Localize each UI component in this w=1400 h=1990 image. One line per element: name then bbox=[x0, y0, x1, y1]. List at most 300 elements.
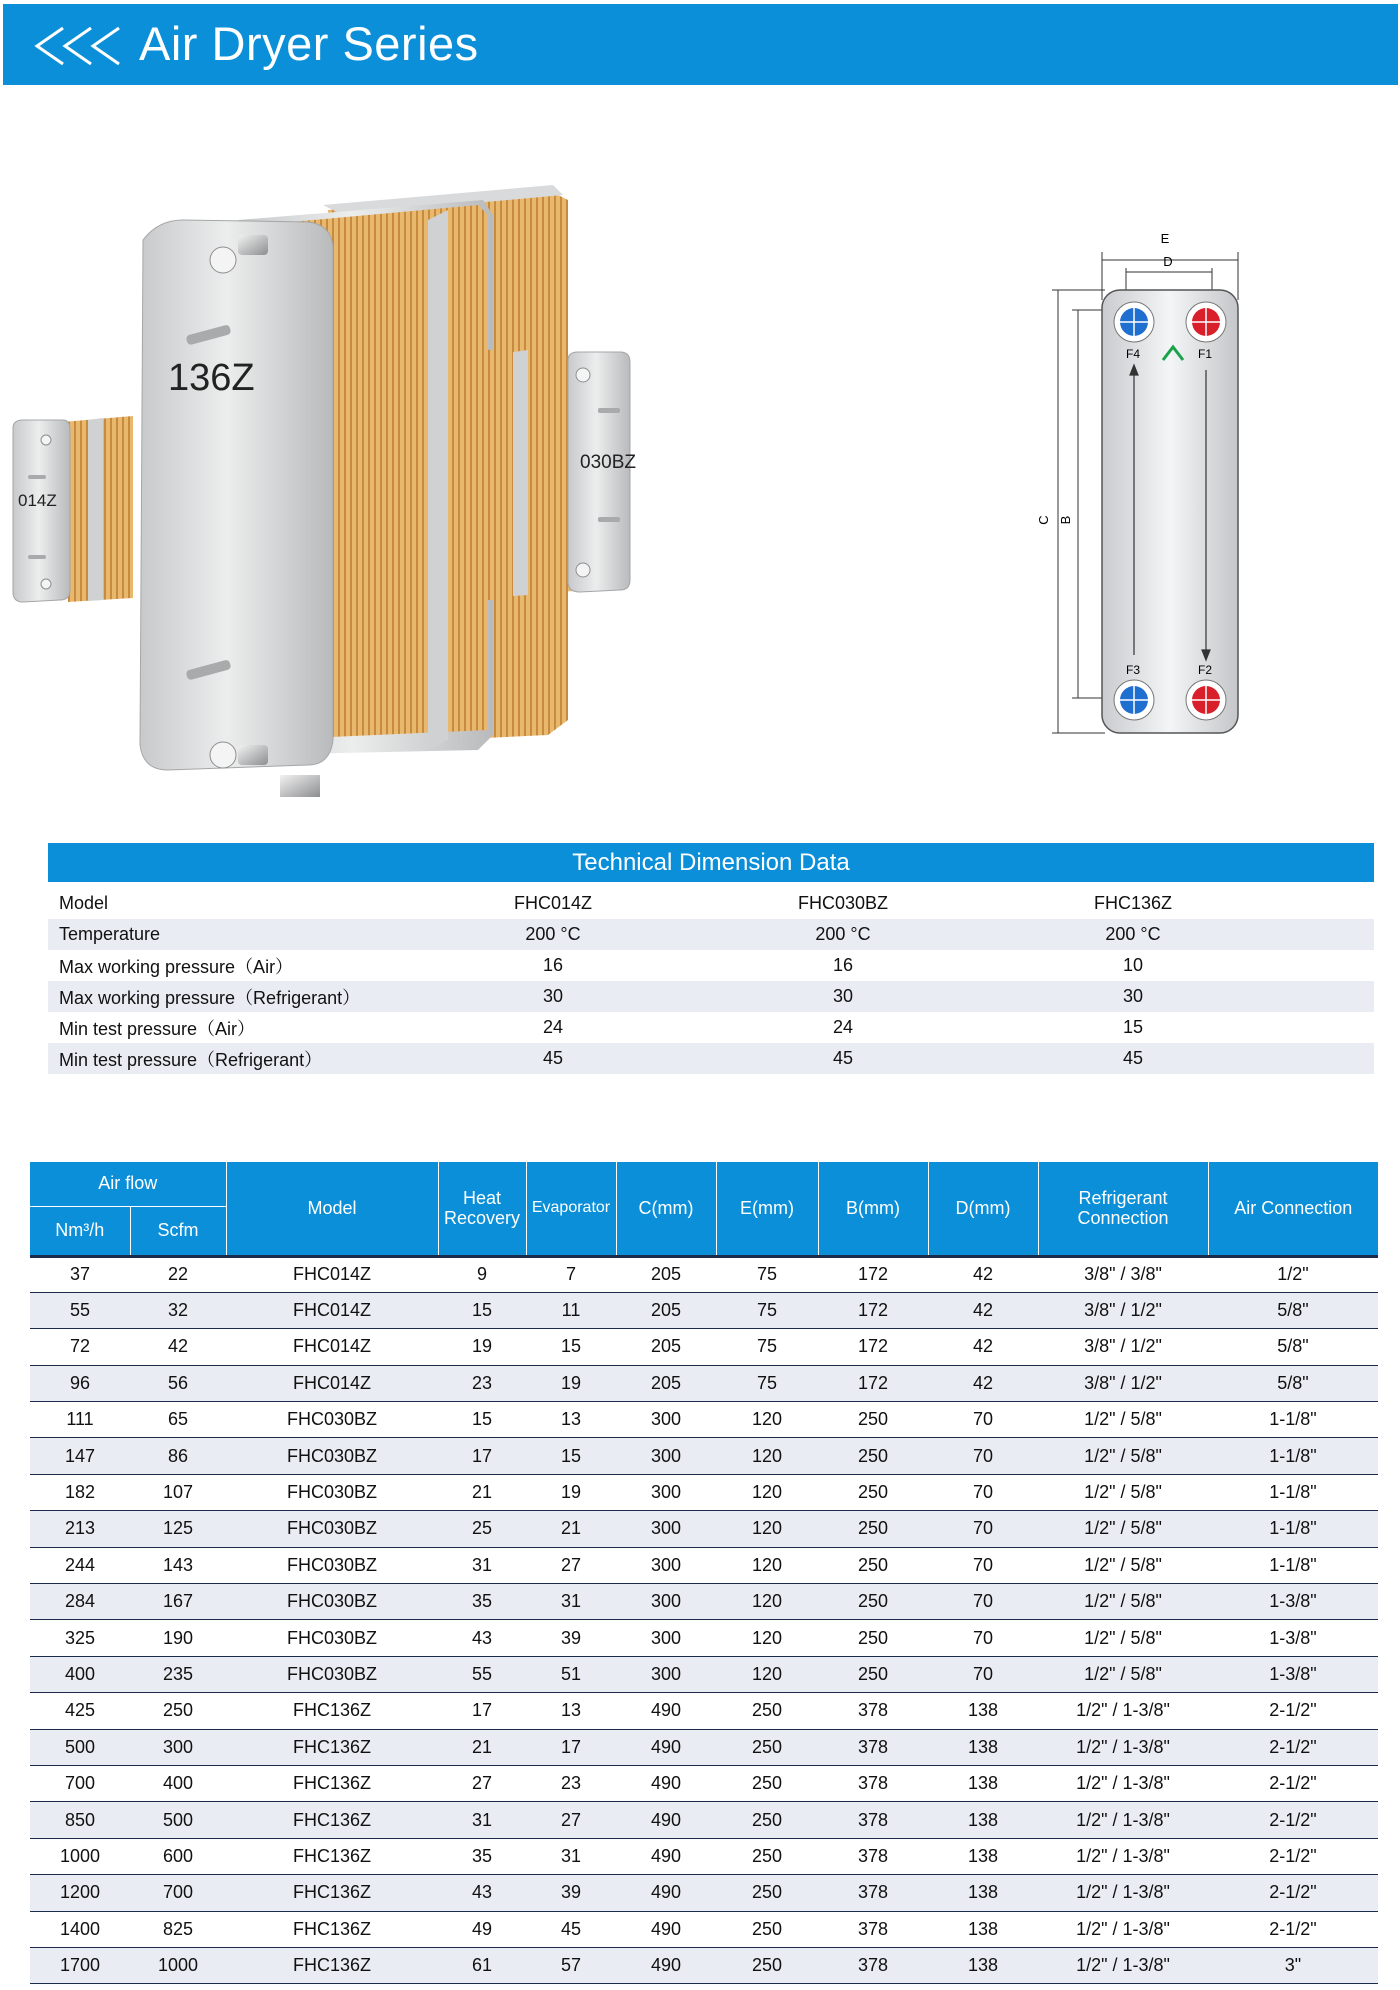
cell-c: 205 bbox=[616, 1256, 716, 1292]
cell-c: 300 bbox=[616, 1656, 716, 1692]
cell-nm3h: 325 bbox=[30, 1620, 130, 1656]
cell-heat-recovery: 31 bbox=[438, 1802, 526, 1838]
cell-b: 250 bbox=[818, 1438, 928, 1474]
cell-heat-recovery: 21 bbox=[438, 1474, 526, 1510]
cell-b: 378 bbox=[818, 1911, 928, 1947]
cell-nm3h: 425 bbox=[30, 1693, 130, 1729]
cell-e: 250 bbox=[716, 1729, 818, 1765]
cell-scfm: 86 bbox=[130, 1438, 226, 1474]
dimension-drawing bbox=[1020, 230, 1290, 750]
cell-air-connection: 5/8" bbox=[1208, 1292, 1378, 1328]
cell-heat-recovery: 17 bbox=[438, 1438, 526, 1474]
cell-b: 378 bbox=[818, 1838, 928, 1874]
page-title: Air Dryer Series bbox=[139, 17, 479, 70]
spec-table bbox=[30, 1162, 1378, 1984]
cell-air-connection: 2-1/2" bbox=[1208, 1875, 1378, 1911]
cell-e: 75 bbox=[716, 1365, 818, 1401]
cell-scfm: 125 bbox=[130, 1511, 226, 1547]
cell-refrigerant-connection: 1/2" / 1-3/8" bbox=[1038, 1838, 1208, 1874]
cell-nm3h: 72 bbox=[30, 1329, 130, 1365]
cell-air-connection: 1-1/8" bbox=[1208, 1511, 1378, 1547]
cell-nm3h: 244 bbox=[30, 1547, 130, 1583]
cell-evaporator: 27 bbox=[526, 1802, 616, 1838]
cell-nm3h: 1000 bbox=[30, 1838, 130, 1874]
cell-d: 70 bbox=[928, 1438, 1038, 1474]
cell-e: 120 bbox=[716, 1511, 818, 1547]
cell-e: 120 bbox=[716, 1584, 818, 1620]
dim-b-label: B bbox=[1058, 515, 1073, 525]
port-f1-label: F1 bbox=[1198, 347, 1213, 361]
cell-refrigerant-connection: 1/2" / 5/8" bbox=[1038, 1547, 1208, 1583]
cell-air-connection: 1-1/8" bbox=[1208, 1402, 1378, 1438]
cell-heat-recovery: 31 bbox=[438, 1547, 526, 1583]
cell-refrigerant-connection: 1/2" / 5/8" bbox=[1038, 1620, 1208, 1656]
cell-air-connection: 2-1/2" bbox=[1208, 1802, 1378, 1838]
cell-b: 378 bbox=[818, 1693, 928, 1729]
tech-cell: 200 °C bbox=[408, 919, 698, 950]
tech-cell: 200 °C bbox=[698, 919, 988, 950]
cell-evaporator: 23 bbox=[526, 1765, 616, 1801]
cell-d: 138 bbox=[928, 1875, 1038, 1911]
cell-model: FHC030BZ bbox=[226, 1620, 438, 1656]
tech-row-label: Temperature bbox=[48, 919, 408, 950]
product-photo bbox=[8, 180, 808, 800]
tech-cell: 30 bbox=[698, 981, 988, 1012]
cell-b: 250 bbox=[818, 1547, 928, 1583]
cell-heat-recovery: 15 bbox=[438, 1292, 526, 1328]
cell-b: 250 bbox=[818, 1511, 928, 1547]
cell-d: 138 bbox=[928, 1693, 1038, 1729]
cell-air-connection: 1-3/8" bbox=[1208, 1656, 1378, 1692]
tech-row-model bbox=[48, 888, 1374, 919]
cell-model: FHC136Z bbox=[226, 1947, 438, 1983]
cell-scfm: 107 bbox=[130, 1474, 226, 1510]
cell-d: 138 bbox=[928, 1729, 1038, 1765]
cell-heat-recovery: 25 bbox=[438, 1511, 526, 1547]
cell-c: 300 bbox=[616, 1511, 716, 1547]
cell-d: 138 bbox=[928, 1911, 1038, 1947]
cell-d: 138 bbox=[928, 1947, 1038, 1983]
cell-refrigerant-connection: 1/2" / 1-3/8" bbox=[1038, 1765, 1208, 1801]
large-unit-label: 136Z bbox=[168, 357, 255, 399]
cell-d: 70 bbox=[928, 1511, 1038, 1547]
header-heat-recovery: Heat Recovery bbox=[438, 1162, 526, 1256]
cell-nm3h: 500 bbox=[30, 1729, 130, 1765]
cell-evaporator: 51 bbox=[526, 1656, 616, 1692]
dim-d-label: D bbox=[1163, 254, 1173, 269]
cell-b: 172 bbox=[818, 1365, 928, 1401]
cell-b: 250 bbox=[818, 1584, 928, 1620]
cell-air-connection: 2-1/2" bbox=[1208, 1911, 1378, 1947]
cell-evaporator: 15 bbox=[526, 1438, 616, 1474]
cell-e: 120 bbox=[716, 1474, 818, 1510]
cell-model: FHC136Z bbox=[226, 1729, 438, 1765]
cell-d: 138 bbox=[928, 1838, 1038, 1874]
cell-air-connection: 1-1/8" bbox=[1208, 1547, 1378, 1583]
table-row bbox=[30, 1729, 1378, 1765]
port-f2-label: F2 bbox=[1198, 663, 1213, 677]
cell-b: 378 bbox=[818, 1802, 928, 1838]
table-row bbox=[30, 1365, 1378, 1401]
cell-b: 378 bbox=[818, 1875, 928, 1911]
cell-refrigerant-connection: 3/8" / 3/8" bbox=[1038, 1256, 1208, 1292]
header-evaporator: Evaporator bbox=[526, 1162, 616, 1256]
cell-c: 300 bbox=[616, 1402, 716, 1438]
dim-e-label: E bbox=[1160, 231, 1170, 246]
cell-d: 70 bbox=[928, 1402, 1038, 1438]
table-row bbox=[30, 1875, 1378, 1911]
cell-e: 250 bbox=[716, 1911, 818, 1947]
cell-refrigerant-connection: 3/8" / 1/2" bbox=[1038, 1365, 1208, 1401]
cell-refrigerant-connection: 1/2" / 1-3/8" bbox=[1038, 1911, 1208, 1947]
cell-b: 250 bbox=[818, 1620, 928, 1656]
cell-air-connection: 3" bbox=[1208, 1947, 1378, 1983]
tech-cell: 16 bbox=[542, 955, 564, 975]
tech-data-table bbox=[48, 888, 1374, 1074]
table-row bbox=[30, 1765, 1378, 1801]
table-row bbox=[30, 1256, 1378, 1292]
cell-e: 120 bbox=[716, 1402, 818, 1438]
cell-refrigerant-connection: 1/2" / 5/8" bbox=[1038, 1402, 1208, 1438]
cell-refrigerant-connection: 1/2" / 5/8" bbox=[1038, 1438, 1208, 1474]
header-air-connection: Air Connection bbox=[1208, 1162, 1378, 1256]
cell-heat-recovery: 35 bbox=[438, 1584, 526, 1620]
cell-c: 205 bbox=[616, 1365, 716, 1401]
cell-d: 70 bbox=[928, 1656, 1038, 1692]
cell-scfm: 143 bbox=[130, 1547, 226, 1583]
cell-b: 378 bbox=[818, 1729, 928, 1765]
tech-row-min-refrigerant bbox=[48, 1043, 1374, 1074]
table-row bbox=[30, 1402, 1378, 1438]
cell-scfm: 190 bbox=[130, 1620, 226, 1656]
cell-heat-recovery: 43 bbox=[438, 1875, 526, 1911]
cell-refrigerant-connection: 1/2" / 1-3/8" bbox=[1038, 1693, 1208, 1729]
cell-heat-recovery: 43 bbox=[438, 1620, 526, 1656]
tech-cell: 24 bbox=[832, 1017, 854, 1037]
cell-b: 172 bbox=[818, 1329, 928, 1365]
cell-air-connection: 1/2" bbox=[1208, 1256, 1378, 1292]
cell-b: 250 bbox=[818, 1656, 928, 1692]
cell-scfm: 167 bbox=[130, 1584, 226, 1620]
cell-heat-recovery: 19 bbox=[438, 1329, 526, 1365]
table-row bbox=[30, 1474, 1378, 1510]
cell-heat-recovery: 21 bbox=[438, 1729, 526, 1765]
header-refrigerant-connection: Refrigerant Connection bbox=[1038, 1162, 1208, 1256]
cell-refrigerant-connection: 1/2" / 5/8" bbox=[1038, 1584, 1208, 1620]
cell-scfm: 22 bbox=[130, 1256, 226, 1292]
tech-cell: 45 bbox=[698, 1043, 988, 1074]
cell-model: FHC014Z bbox=[226, 1256, 438, 1292]
tech-row-min-air bbox=[48, 1012, 1374, 1043]
cell-scfm: 65 bbox=[130, 1402, 226, 1438]
tech-row-label: Model bbox=[59, 893, 109, 913]
cell-d: 42 bbox=[928, 1256, 1038, 1292]
cell-scfm: 500 bbox=[130, 1802, 226, 1838]
cell-scfm: 42 bbox=[130, 1329, 226, 1365]
cell-evaporator: 45 bbox=[526, 1911, 616, 1947]
tech-data-title: Technical Dimension Data bbox=[48, 843, 1374, 882]
cell-d: 70 bbox=[928, 1474, 1038, 1510]
cell-c: 490 bbox=[616, 1838, 716, 1874]
cell-scfm: 825 bbox=[130, 1911, 226, 1947]
cell-air-connection: 1-1/8" bbox=[1208, 1474, 1378, 1510]
cell-b: 378 bbox=[818, 1947, 928, 1983]
cell-nm3h: 111 bbox=[30, 1402, 130, 1438]
triple-chevron-left-icon bbox=[33, 26, 123, 66]
cell-scfm: 235 bbox=[130, 1656, 226, 1692]
cell-heat-recovery: 17 bbox=[438, 1693, 526, 1729]
cell-nm3h: 1700 bbox=[30, 1947, 130, 1983]
tech-cell: 45 bbox=[408, 1043, 698, 1074]
table-row bbox=[30, 1693, 1378, 1729]
tech-row-max-refrigerant bbox=[48, 981, 1374, 1012]
cell-c: 490 bbox=[616, 1911, 716, 1947]
tech-cell: 30 bbox=[988, 981, 1278, 1012]
cell-scfm: 700 bbox=[130, 1875, 226, 1911]
spec-table-body bbox=[30, 1256, 1378, 1984]
cell-b: 378 bbox=[818, 1765, 928, 1801]
cell-model: FHC014Z bbox=[226, 1365, 438, 1401]
table-row bbox=[30, 1947, 1378, 1983]
cell-model: FHC030BZ bbox=[226, 1656, 438, 1692]
medium-unit-label: 030BZ bbox=[580, 452, 636, 473]
cell-model: FHC014Z bbox=[226, 1292, 438, 1328]
cell-scfm: 300 bbox=[130, 1729, 226, 1765]
cell-model: FHC030BZ bbox=[226, 1402, 438, 1438]
tech-cell: FHC030BZ bbox=[797, 893, 889, 913]
cell-scfm: 600 bbox=[130, 1838, 226, 1874]
cell-heat-recovery: 49 bbox=[438, 1911, 526, 1947]
cell-air-connection: 1-1/8" bbox=[1208, 1438, 1378, 1474]
port-f4-label: F4 bbox=[1126, 347, 1141, 361]
cell-air-connection: 5/8" bbox=[1208, 1365, 1378, 1401]
table-row bbox=[30, 1547, 1378, 1583]
small-unit-label: 014Z bbox=[18, 491, 57, 510]
cell-e: 75 bbox=[716, 1256, 818, 1292]
cell-e: 120 bbox=[716, 1620, 818, 1656]
cell-nm3h: 182 bbox=[30, 1474, 130, 1510]
cell-nm3h: 147 bbox=[30, 1438, 130, 1474]
cell-c: 490 bbox=[616, 1729, 716, 1765]
cell-air-connection: 2-1/2" bbox=[1208, 1693, 1378, 1729]
cell-evaporator: 39 bbox=[526, 1875, 616, 1911]
header-banner bbox=[3, 4, 1398, 85]
cell-evaporator: 19 bbox=[526, 1474, 616, 1510]
cell-c: 300 bbox=[616, 1547, 716, 1583]
cell-model: FHC136Z bbox=[226, 1693, 438, 1729]
cell-air-connection: 2-1/2" bbox=[1208, 1729, 1378, 1765]
cell-scfm: 56 bbox=[130, 1365, 226, 1401]
cell-c: 300 bbox=[616, 1584, 716, 1620]
cell-scfm: 32 bbox=[130, 1292, 226, 1328]
cell-scfm: 1000 bbox=[130, 1947, 226, 1983]
table-row bbox=[30, 1438, 1378, 1474]
tech-cell: FHC014Z bbox=[513, 893, 593, 913]
tech-row-label: Min test pressure（Refrigerant） bbox=[48, 1043, 408, 1074]
tech-cell: 10 bbox=[1122, 955, 1144, 975]
tech-cell: 24 bbox=[542, 1017, 564, 1037]
table-row bbox=[30, 1329, 1378, 1365]
cell-air-connection: 1-3/8" bbox=[1208, 1620, 1378, 1656]
cell-e: 250 bbox=[716, 1838, 818, 1874]
header-e: E(mm) bbox=[716, 1162, 818, 1256]
cell-e: 120 bbox=[716, 1438, 818, 1474]
cell-air-connection: 2-1/2" bbox=[1208, 1838, 1378, 1874]
cell-e: 250 bbox=[716, 1802, 818, 1838]
cell-d: 70 bbox=[928, 1584, 1038, 1620]
cell-air-connection: 5/8" bbox=[1208, 1329, 1378, 1365]
header-model: Model bbox=[226, 1162, 438, 1256]
cell-e: 75 bbox=[716, 1292, 818, 1328]
table-row bbox=[30, 1620, 1378, 1656]
cell-heat-recovery: 15 bbox=[438, 1402, 526, 1438]
cell-heat-recovery: 55 bbox=[438, 1656, 526, 1692]
cell-evaporator: 39 bbox=[526, 1620, 616, 1656]
cell-c: 490 bbox=[616, 1765, 716, 1801]
cell-nm3h: 37 bbox=[30, 1256, 130, 1292]
cell-b: 172 bbox=[818, 1292, 928, 1328]
tech-cell: 16 bbox=[832, 955, 854, 975]
cell-d: 70 bbox=[928, 1547, 1038, 1583]
header-airflow: Air flow bbox=[30, 1162, 226, 1206]
tech-cell: 30 bbox=[408, 981, 698, 1012]
cell-e: 250 bbox=[716, 1947, 818, 1983]
cell-d: 138 bbox=[928, 1765, 1038, 1801]
cell-scfm: 400 bbox=[130, 1765, 226, 1801]
tech-cell: 45 bbox=[988, 1043, 1278, 1074]
cell-refrigerant-connection: 3/8" / 1/2" bbox=[1038, 1292, 1208, 1328]
cell-heat-recovery: 35 bbox=[438, 1838, 526, 1874]
table-row bbox=[30, 1838, 1378, 1874]
cell-c: 490 bbox=[616, 1875, 716, 1911]
table-row bbox=[30, 1511, 1378, 1547]
cell-evaporator: 11 bbox=[526, 1292, 616, 1328]
tech-row-label: Max working pressure（Refrigerant） bbox=[48, 981, 408, 1012]
table-row bbox=[30, 1584, 1378, 1620]
cell-model: FHC136Z bbox=[226, 1875, 438, 1911]
cell-d: 70 bbox=[928, 1620, 1038, 1656]
cell-evaporator: 19 bbox=[526, 1365, 616, 1401]
cell-nm3h: 400 bbox=[30, 1656, 130, 1692]
cell-e: 120 bbox=[716, 1547, 818, 1583]
cell-d: 42 bbox=[928, 1329, 1038, 1365]
tech-row-label: Max working pressure（Air） bbox=[59, 956, 294, 977]
cell-c: 300 bbox=[616, 1620, 716, 1656]
cell-air-connection: 2-1/2" bbox=[1208, 1765, 1378, 1801]
cell-c: 205 bbox=[616, 1292, 716, 1328]
header-scfm: Scfm bbox=[130, 1206, 226, 1256]
cell-evaporator: 15 bbox=[526, 1329, 616, 1365]
cell-evaporator: 17 bbox=[526, 1729, 616, 1765]
port-f3-label: F3 bbox=[1126, 663, 1141, 677]
header-b: B(mm) bbox=[818, 1162, 928, 1256]
tech-row-temperature bbox=[48, 919, 1374, 950]
cell-model: FHC030BZ bbox=[226, 1438, 438, 1474]
cell-evaporator: 57 bbox=[526, 1947, 616, 1983]
cell-refrigerant-connection: 1/2" / 5/8" bbox=[1038, 1656, 1208, 1692]
cell-c: 490 bbox=[616, 1802, 716, 1838]
cell-b: 250 bbox=[818, 1402, 928, 1438]
cell-c: 300 bbox=[616, 1474, 716, 1510]
medium-unit bbox=[483, 348, 636, 600]
cell-c: 300 bbox=[616, 1438, 716, 1474]
cell-e: 250 bbox=[716, 1875, 818, 1911]
tech-cell: FHC136Z bbox=[1093, 893, 1173, 913]
cell-model: FHC136Z bbox=[226, 1838, 438, 1874]
table-row bbox=[30, 1802, 1378, 1838]
cell-nm3h: 1200 bbox=[30, 1875, 130, 1911]
cell-c: 490 bbox=[616, 1947, 716, 1983]
cell-evaporator: 13 bbox=[526, 1693, 616, 1729]
dim-c-label: C bbox=[1036, 515, 1051, 525]
cell-d: 42 bbox=[928, 1292, 1038, 1328]
small-unit bbox=[13, 416, 133, 602]
cell-nm3h: 213 bbox=[30, 1511, 130, 1547]
cell-d: 42 bbox=[928, 1365, 1038, 1401]
cell-refrigerant-connection: 3/8" / 1/2" bbox=[1038, 1329, 1208, 1365]
cell-heat-recovery: 9 bbox=[438, 1256, 526, 1292]
cell-model: FHC030BZ bbox=[226, 1547, 438, 1583]
cell-nm3h: 850 bbox=[30, 1802, 130, 1838]
cell-evaporator: 31 bbox=[526, 1584, 616, 1620]
cell-air-connection: 1-3/8" bbox=[1208, 1584, 1378, 1620]
tech-row-label: Min test pressure（Air） bbox=[59, 1018, 256, 1039]
cell-refrigerant-connection: 1/2" / 5/8" bbox=[1038, 1511, 1208, 1547]
table-row bbox=[30, 1656, 1378, 1692]
table-row bbox=[30, 1292, 1378, 1328]
cell-refrigerant-connection: 1/2" / 1-3/8" bbox=[1038, 1875, 1208, 1911]
cell-model: FHC030BZ bbox=[226, 1511, 438, 1547]
cell-c: 205 bbox=[616, 1329, 716, 1365]
cell-heat-recovery: 27 bbox=[438, 1765, 526, 1801]
cell-nm3h: 700 bbox=[30, 1765, 130, 1801]
cell-model: FHC136Z bbox=[226, 1911, 438, 1947]
table-row bbox=[30, 1911, 1378, 1947]
cell-b: 250 bbox=[818, 1474, 928, 1510]
header-c: C(mm) bbox=[616, 1162, 716, 1256]
cell-model: FHC136Z bbox=[226, 1802, 438, 1838]
cell-model: FHC136Z bbox=[226, 1765, 438, 1801]
cell-c: 490 bbox=[616, 1693, 716, 1729]
header-d: D(mm) bbox=[928, 1162, 1038, 1256]
cell-e: 250 bbox=[716, 1693, 818, 1729]
cell-refrigerant-connection: 1/2" / 1-3/8" bbox=[1038, 1729, 1208, 1765]
cell-nm3h: 55 bbox=[30, 1292, 130, 1328]
cell-scfm: 250 bbox=[130, 1693, 226, 1729]
cell-d: 138 bbox=[928, 1802, 1038, 1838]
cell-e: 120 bbox=[716, 1656, 818, 1692]
tech-row-max-air bbox=[48, 950, 1374, 981]
cell-nm3h: 96 bbox=[30, 1365, 130, 1401]
tech-cell: 15 bbox=[1122, 1017, 1144, 1037]
tech-cell: 200 °C bbox=[988, 919, 1278, 950]
cell-evaporator: 21 bbox=[526, 1511, 616, 1547]
cell-evaporator: 7 bbox=[526, 1256, 616, 1292]
cell-model: FHC030BZ bbox=[226, 1584, 438, 1620]
cell-nm3h: 284 bbox=[30, 1584, 130, 1620]
cell-b: 172 bbox=[818, 1256, 928, 1292]
cell-refrigerant-connection: 1/2" / 1-3/8" bbox=[1038, 1802, 1208, 1838]
cell-evaporator: 27 bbox=[526, 1547, 616, 1583]
cell-model: FHC030BZ bbox=[226, 1474, 438, 1510]
cell-evaporator: 31 bbox=[526, 1838, 616, 1874]
cell-heat-recovery: 61 bbox=[438, 1947, 526, 1983]
cell-model: FHC014Z bbox=[226, 1329, 438, 1365]
cell-refrigerant-connection: 1/2" / 1-3/8" bbox=[1038, 1947, 1208, 1983]
header-nm3h: Nm³/h bbox=[30, 1206, 130, 1256]
spec-header-row bbox=[30, 1162, 1378, 1206]
cell-e: 75 bbox=[716, 1329, 818, 1365]
